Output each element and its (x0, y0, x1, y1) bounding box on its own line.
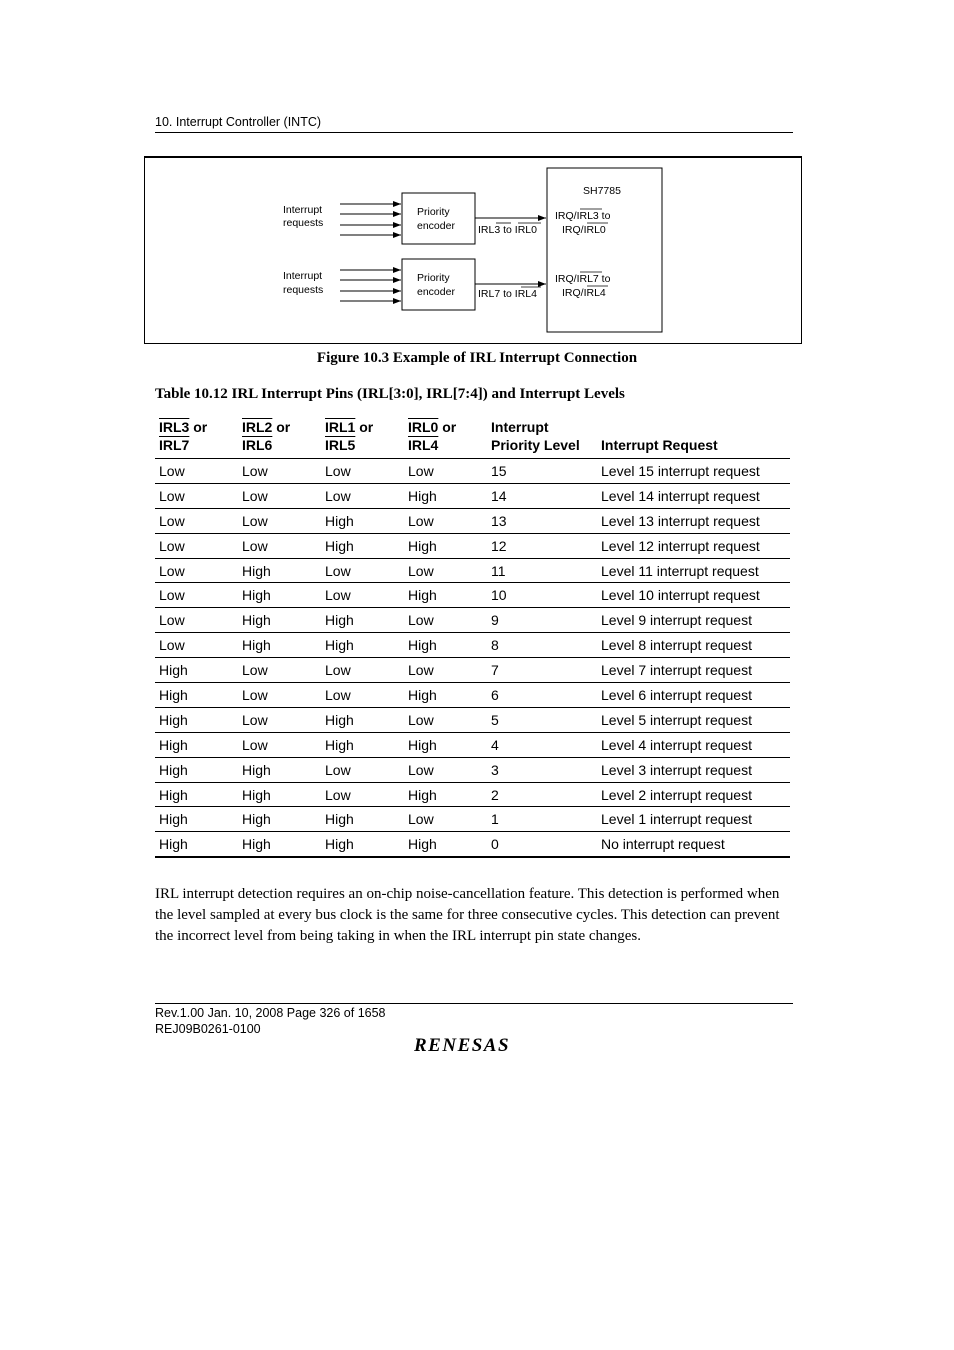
table-row (155, 558, 790, 583)
table-cell: Low (404, 757, 487, 782)
table-cell: Low (238, 459, 321, 484)
pin-lower-label-2: IRQ/IRL4 (562, 287, 606, 299)
irl-levels-table (155, 416, 790, 858)
col-irl1-irl5: IRL1 or IRL5 (321, 416, 404, 459)
table-cell: 12 (487, 533, 597, 558)
encoder-lower-label-2: encoder (417, 286, 455, 298)
table-cell: Low (238, 533, 321, 558)
table-cell: High (238, 608, 321, 633)
table-cell: Level 1 interrupt request (597, 807, 790, 832)
table-cell: Low (321, 558, 404, 583)
table-cell: High (238, 633, 321, 658)
table-cell: Low (321, 757, 404, 782)
table-row (155, 608, 790, 633)
document-number: REJ09B0261-0100 (155, 1021, 261, 1036)
table-cell: High (321, 707, 404, 732)
table-cell: High (321, 633, 404, 658)
table-cell: High (321, 508, 404, 533)
table-cell: Low (238, 707, 321, 732)
table-cell: High (238, 807, 321, 832)
table-body (155, 459, 790, 858)
table-cell: Low (238, 732, 321, 757)
table-cell: Low (404, 508, 487, 533)
renesas-logo: RENESAS (414, 1035, 511, 1056)
table-cell: Low (238, 508, 321, 533)
table-cell: Level 3 interrupt request (597, 757, 790, 782)
requests-label-upper-2: requests (283, 217, 324, 229)
table-row (155, 757, 790, 782)
col-priority-level: Interrupt Priority Level (487, 416, 597, 459)
table-cell: Low (404, 608, 487, 633)
table-cell: 7 (487, 658, 597, 683)
chip-label: SH7785 (583, 185, 621, 197)
table-cell: 5 (487, 707, 597, 732)
page-header: 10. Interrupt Controller (INTC) (155, 115, 793, 133)
table-row (155, 707, 790, 732)
table-cell: Level 10 interrupt request (597, 583, 790, 608)
table-row (155, 483, 790, 508)
col-interrupt-request: Interrupt Request (597, 416, 790, 459)
table-row (155, 583, 790, 608)
table-cell: 8 (487, 633, 597, 658)
table-header-row (155, 416, 790, 459)
table-row (155, 533, 790, 558)
table-row (155, 732, 790, 757)
table-cell: Low (155, 633, 238, 658)
table-cell: High (155, 782, 238, 807)
table-row (155, 782, 790, 807)
table-cell: Low (321, 782, 404, 807)
requests-label-lower: Interrupt (283, 270, 323, 282)
table-cell: High (155, 807, 238, 832)
table-row (155, 832, 790, 857)
table-cell: High (155, 707, 238, 732)
body-paragraph: IRL interrupt detection requires an on-chip noise-cancellation feature. This detection is performed when the level sampled at every bus clock is the same for three consecutive cycles. This detection can prevent the incorrect level from being taking in when the IRL interrupt pin state changes. (155, 886, 780, 944)
figure-caption: Figure 10.3 Example of IRL Interrupt Connection (316, 350, 638, 366)
request-arrows-lower (340, 270, 401, 301)
col-irl0-irl4: IRL0 or IRL4 (404, 416, 487, 459)
revision-line: Rev.1.00 Jan. 10, 2008 Page 326 of 1658 (155, 1006, 386, 1020)
table-cell: Low (155, 508, 238, 533)
table-cell: 2 (487, 782, 597, 807)
table-cell: No interrupt request (597, 832, 790, 857)
bus-label-upper: IRL3 to IRL0 (478, 224, 537, 236)
table-cell: 11 (487, 558, 597, 583)
table-cell: High (404, 583, 487, 608)
priority-encoder-upper (402, 193, 475, 244)
table-cell: Level 8 interrupt request (597, 633, 790, 658)
table-cell: High (404, 483, 487, 508)
table-cell: High (155, 683, 238, 708)
table-cell: High (321, 832, 404, 857)
table-cell: High (404, 782, 487, 807)
table-cell: High (404, 732, 487, 757)
table-cell: Level 15 interrupt request (597, 459, 790, 484)
table-cell: High (155, 658, 238, 683)
table-cell: Level 11 interrupt request (597, 558, 790, 583)
table-cell: Low (155, 459, 238, 484)
table-cell: Low (321, 583, 404, 608)
encoder-upper-label-1: Priority (417, 206, 450, 218)
pin-upper-label-1: IRQ/IRL3 to (555, 210, 611, 222)
table-cell: Low (238, 483, 321, 508)
table-cell: High (155, 732, 238, 757)
table-cell: Level 2 interrupt request (597, 782, 790, 807)
table-cell: Low (321, 483, 404, 508)
page-footer (155, 1003, 793, 1037)
table-cell: High (238, 782, 321, 807)
irl-connection-diagram (145, 158, 801, 343)
col-irl3-irl7: IRL3 or IRL7 (155, 416, 238, 459)
pin-upper-label-2: IRQ/IRL0 (562, 224, 606, 236)
table-cell: Low (238, 658, 321, 683)
table-cell: Level 13 interrupt request (597, 508, 790, 533)
table-cell: High (321, 807, 404, 832)
table-cell: Level 5 interrupt request (597, 707, 790, 732)
encoder-upper-label-2: encoder (417, 220, 455, 232)
table-cell: Low (155, 533, 238, 558)
table-cell: High (404, 832, 487, 857)
table-cell: 6 (487, 683, 597, 708)
table-row (155, 633, 790, 658)
table-cell: Level 6 interrupt request (597, 683, 790, 708)
table-cell: High (155, 832, 238, 857)
figure-irl-connection (144, 156, 802, 344)
table-cell: 15 (487, 459, 597, 484)
table-row (155, 807, 790, 832)
table-cell: Level 4 interrupt request (597, 732, 790, 757)
table-row (155, 683, 790, 708)
table-cell: High (238, 583, 321, 608)
table-cell: Low (321, 683, 404, 708)
table-row (155, 459, 790, 484)
table-cell: Low (404, 807, 487, 832)
table-cell: High (321, 533, 404, 558)
table-cell: Low (155, 583, 238, 608)
table-cell: 1 (487, 807, 597, 832)
table-cell: Level 9 interrupt request (597, 608, 790, 633)
table-cell: Low (238, 683, 321, 708)
table-cell: Low (404, 707, 487, 732)
table-cell: 0 (487, 832, 597, 857)
table-cell: 13 (487, 508, 597, 533)
table-cell: 4 (487, 732, 597, 757)
request-arrows-upper (340, 204, 401, 235)
table-cell: High (321, 608, 404, 633)
table-cell: 3 (487, 757, 597, 782)
encoder-lower-label-1: Priority (417, 272, 450, 284)
table-cell: Level 14 interrupt request (597, 483, 790, 508)
table-caption: Table 10.12 IRL Interrupt Pins (IRL[3:0], IRL[7:4]) and Interrupt Levels (155, 386, 625, 402)
table-cell: Low (321, 658, 404, 683)
col-irl2-irl6: IRL2 or IRL6 (238, 416, 321, 459)
bus-label-lower: IRL7 to IRL4 (478, 288, 537, 300)
table-cell: High (238, 832, 321, 857)
table-cell: Low (404, 459, 487, 484)
table-cell: High (404, 533, 487, 558)
priority-encoder-lower (402, 259, 475, 310)
table-cell: 9 (487, 608, 597, 633)
table-cell: Low (155, 558, 238, 583)
table-cell: 10 (487, 583, 597, 608)
table-row (155, 508, 790, 533)
table-cell: High (238, 558, 321, 583)
table-cell: Low (404, 658, 487, 683)
table-cell: High (238, 757, 321, 782)
table-cell: High (404, 633, 487, 658)
table-cell: High (155, 757, 238, 782)
table-cell: Low (404, 558, 487, 583)
table-cell: High (321, 732, 404, 757)
requests-label-lower-2: requests (283, 284, 324, 296)
pin-lower-label-1: IRQ/IRL7 to (555, 273, 611, 285)
table-cell: Low (321, 459, 404, 484)
table-cell: 14 (487, 483, 597, 508)
table-cell: Level 12 interrupt request (597, 533, 790, 558)
requests-label-upper: Interrupt (283, 204, 323, 216)
table-cell: High (404, 683, 487, 708)
table-row (155, 658, 790, 683)
table-cell: Low (155, 608, 238, 633)
table-cell: Low (155, 483, 238, 508)
table-cell: Level 7 interrupt request (597, 658, 790, 683)
